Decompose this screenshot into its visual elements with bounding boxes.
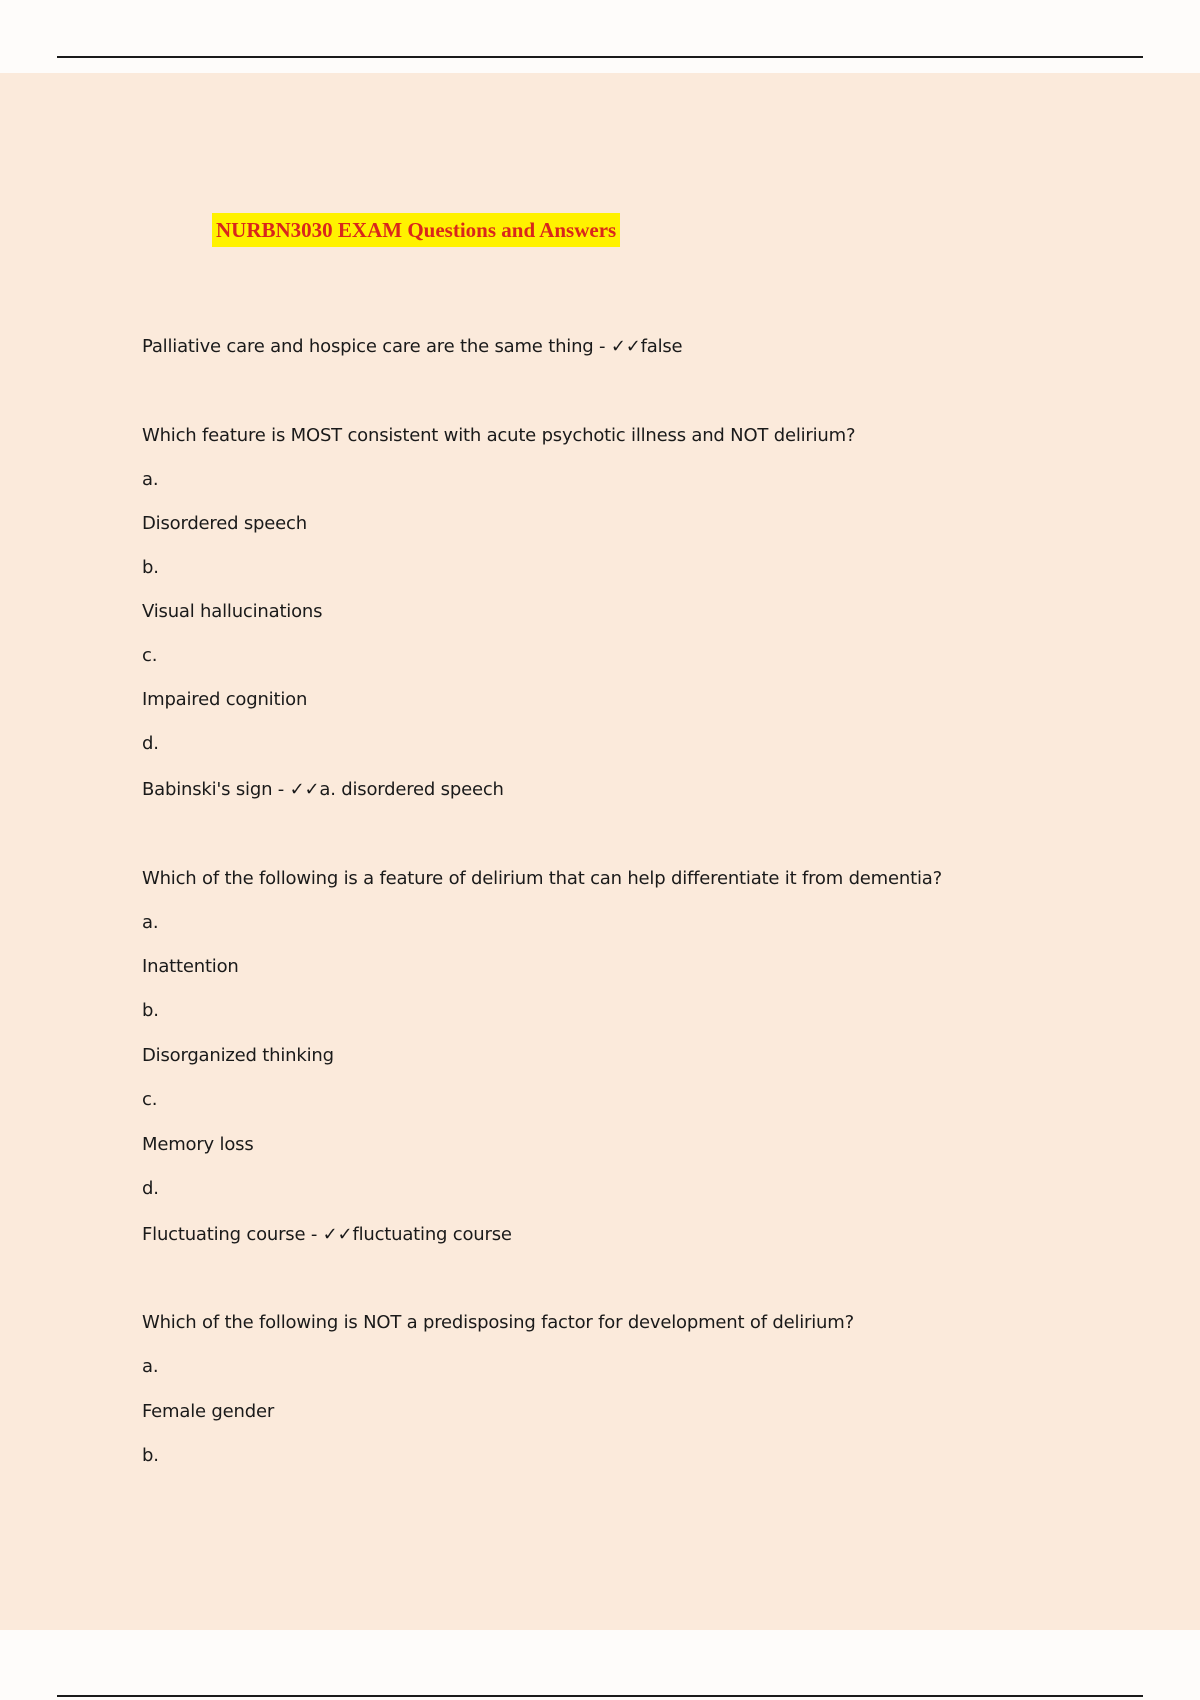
document-page — [0, 73, 1200, 1630]
option-letter: d. — [142, 733, 159, 754]
question-text: Which of the following is NOT a predisposing factor for development of delirium? — [142, 1312, 854, 1333]
option-letter: b. — [142, 1445, 159, 1466]
option-letter: a. — [142, 1356, 159, 1377]
document-title: NURBN3030 EXAM Questions and Answers — [212, 213, 620, 247]
question-text: Which of the following is a feature of delirium that can help differentiate it from dementia? — [142, 868, 942, 889]
option-text: Disorganized thinking — [142, 1045, 334, 1066]
option-letter: b. — [142, 557, 159, 578]
option-letter: b. — [142, 1000, 159, 1021]
option-text: Impaired cognition — [142, 689, 308, 710]
option-text: Memory loss — [142, 1134, 254, 1155]
footer-rule — [57, 1695, 1143, 1697]
option-text: Disordered speech — [142, 513, 307, 534]
answer-line: Palliative care and hospice care are the same thing - ✓✓false — [142, 336, 683, 357]
option-letter: a. — [142, 469, 159, 490]
option-text: Inattention — [142, 956, 239, 977]
option-text: Visual hallucinations — [142, 601, 323, 622]
answer-line: Fluctuating course - ✓✓fluctuating course — [142, 1224, 512, 1245]
header-rule — [57, 56, 1143, 58]
option-letter: c. — [142, 645, 158, 666]
option-letter: c. — [142, 1089, 158, 1110]
option-text: Female gender — [142, 1401, 275, 1422]
answer-line: Babinski's sign - ✓✓a. disordered speech — [142, 779, 504, 800]
option-letter: d. — [142, 1178, 159, 1199]
question-text: Which feature is MOST consistent with acute psychotic illness and NOT delirium? — [142, 425, 856, 446]
option-letter: a. — [142, 912, 159, 933]
